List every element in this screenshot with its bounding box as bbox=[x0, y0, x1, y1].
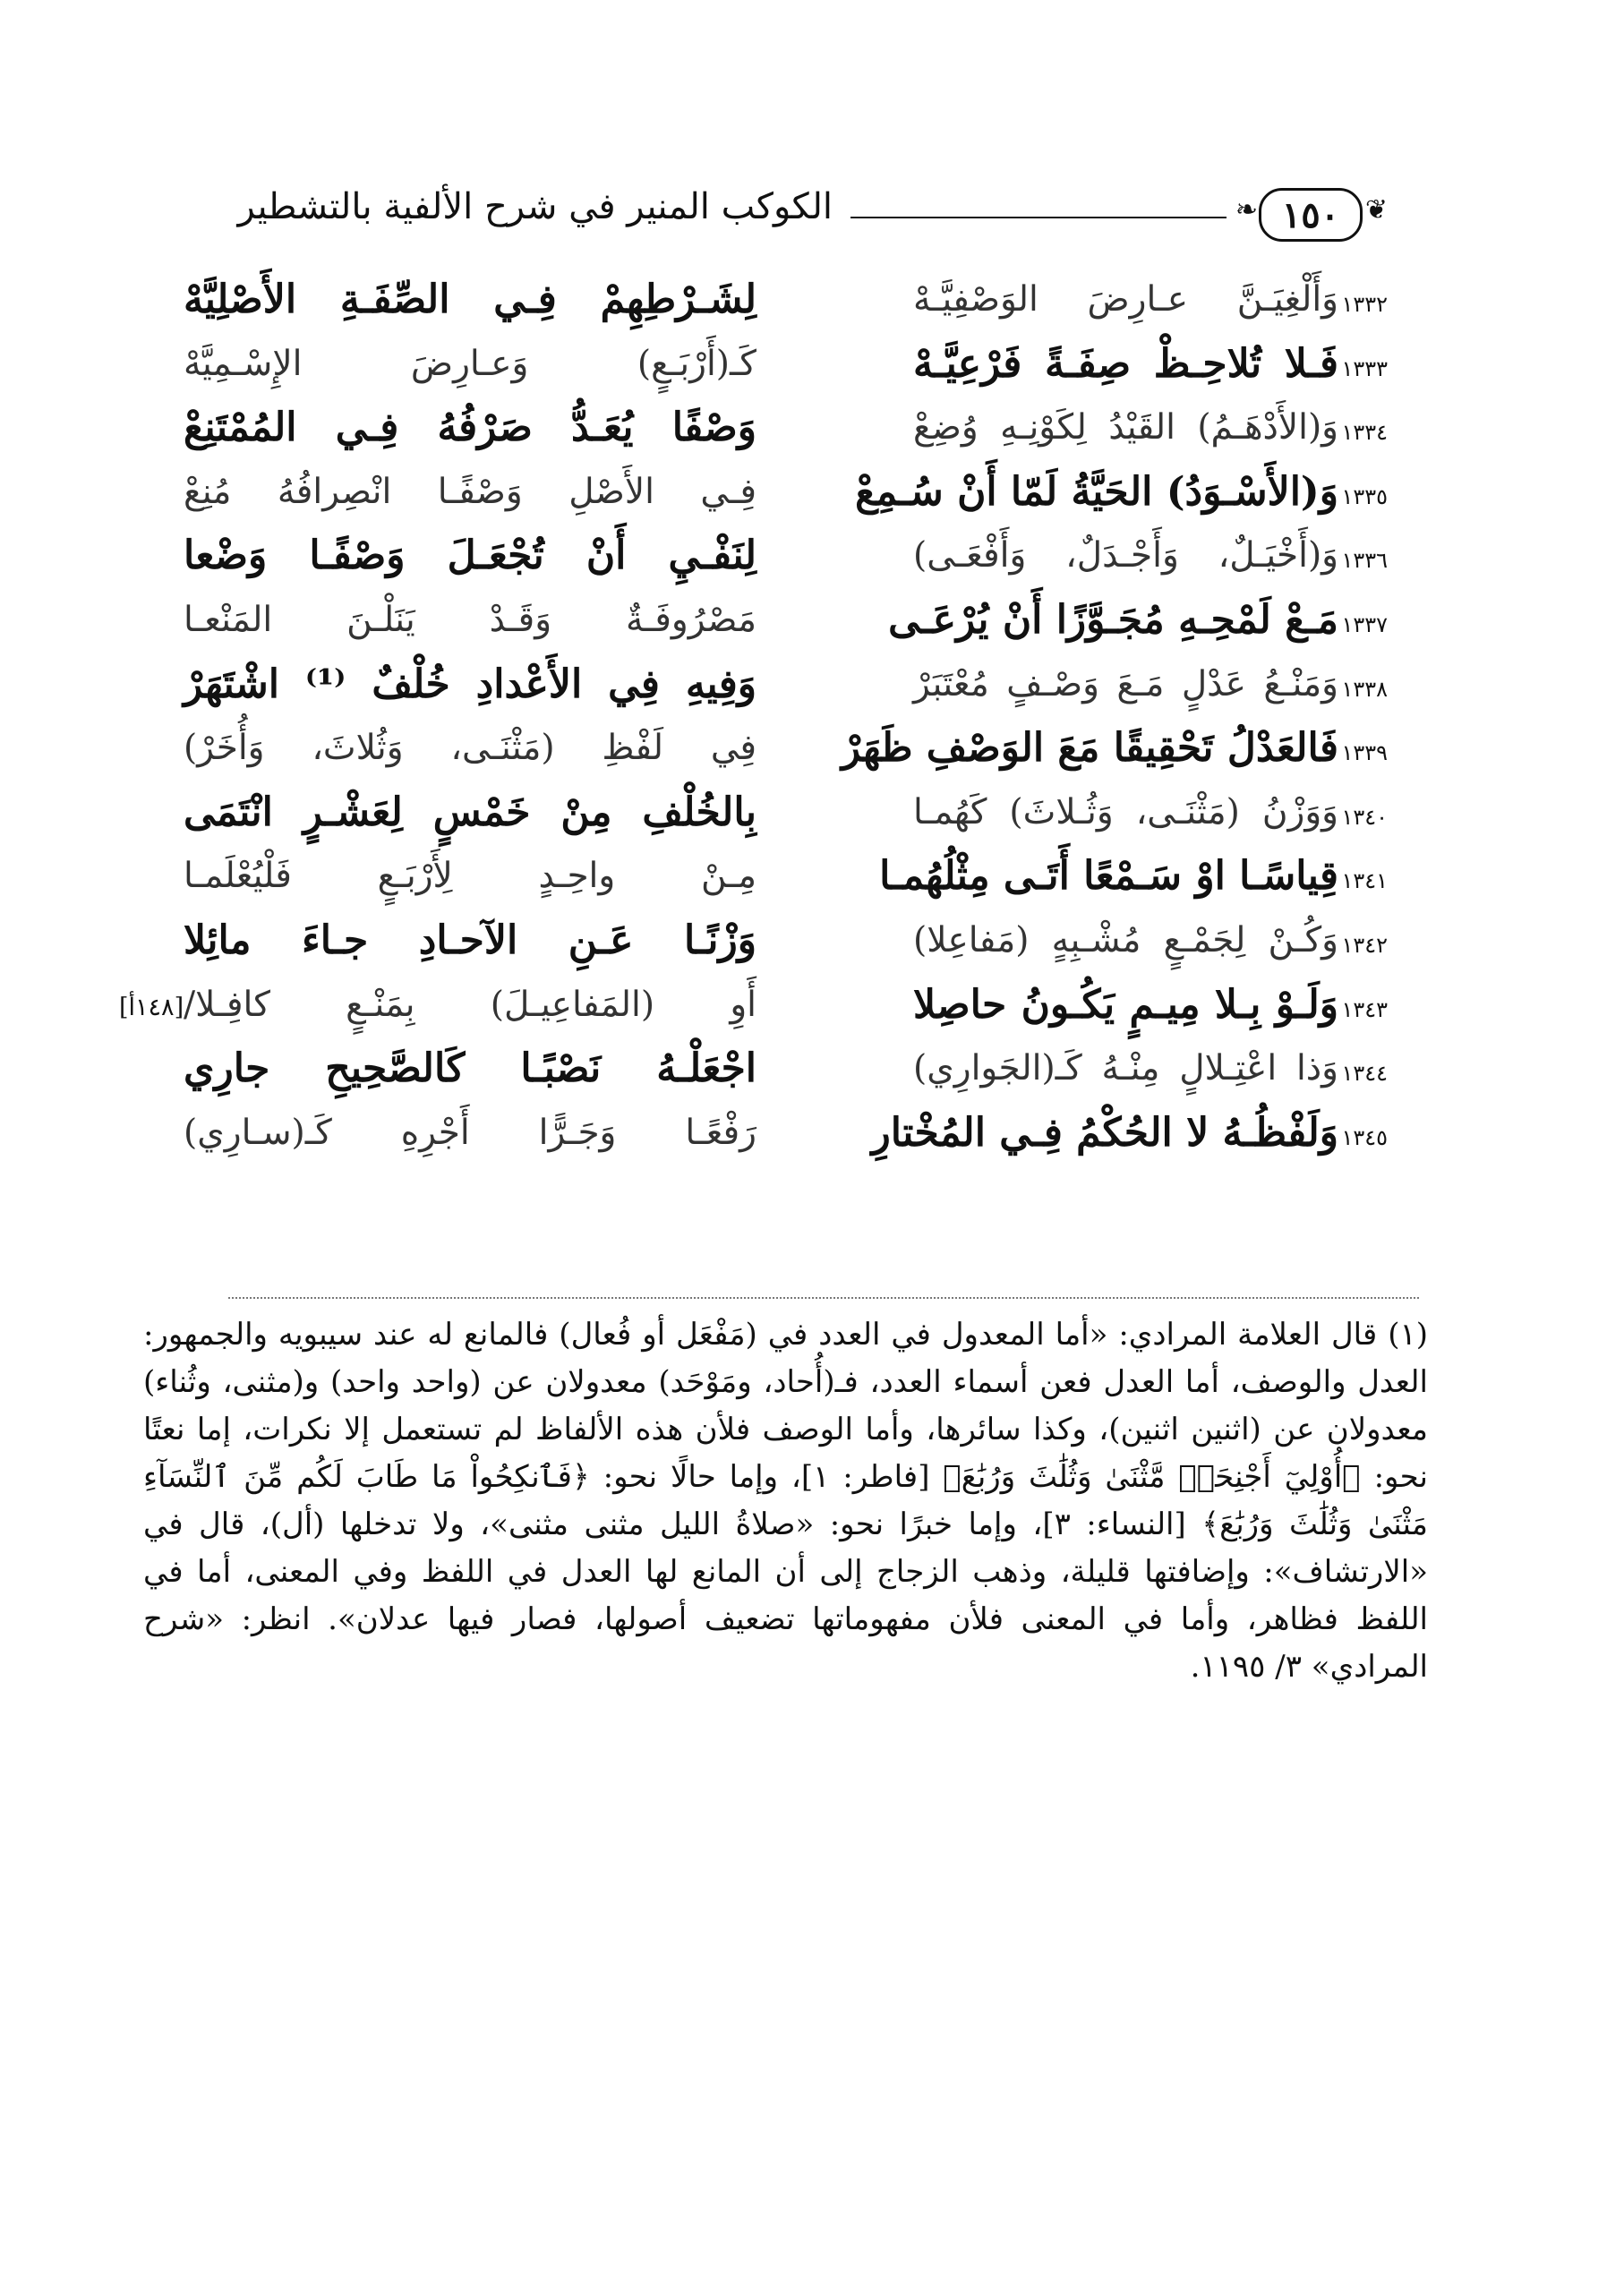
verse-row bbox=[184, 781, 1388, 846]
verse-number: ١٣٤٥ bbox=[1341, 1124, 1388, 1150]
floral-ornament-icon: ❦ bbox=[1364, 194, 1388, 226]
verse-second-hemistich: بِالخُلْفِ مِنْ خَمْسٍ لِعَشْـرٍ انْتَمَى bbox=[184, 789, 756, 835]
verse-row bbox=[184, 461, 1388, 525]
verse-second-hemistich: فِـي الأَصْلِ وَصْفًـا انْصِرافُهُ مُنِعْ bbox=[184, 471, 756, 512]
verse-first-hemistich: وَمَنْـعُ عَدْلٍ مَـعَ وَصْـفٍ مُعْتَبَرْ bbox=[913, 663, 1338, 704]
verse-row bbox=[184, 845, 1388, 909]
verse-second-hemistich: وَفِيهِ فِي الأَعْدادِ خُلْفٌ ⁽¹⁾ اشْتَهَرْ bbox=[184, 661, 756, 707]
verse-second-hemistich: أَوِ (المَفاعِيـلَ) بِمَنْـعٍ كافِـلا/ bbox=[184, 984, 756, 1025]
verse-first-hemistich: وَذا اعْتِـلالٍ مِنْـهُ كَـ(الجَوارِي) bbox=[913, 1048, 1338, 1089]
verse-first-hemistich: فَالعَدْلُ تَحْقِيقًا مَعَ الوَصْفِ ظَهَرْ bbox=[841, 725, 1338, 772]
verse-number: ١٣٣٨ bbox=[1341, 676, 1388, 702]
verse-number: ١٣٣٥ bbox=[1341, 483, 1388, 509]
verse-row bbox=[184, 397, 1388, 461]
verse-row bbox=[184, 269, 1388, 333]
verse-row bbox=[184, 653, 1388, 718]
footnote-divider bbox=[228, 1297, 1419, 1299]
verse-first-hemistich: وَ(الأَسْـوَدُ) الحَيَّةُ لَمّا أَنْ سُـمِعْ bbox=[855, 468, 1338, 515]
verse-second-hemistich: اجْعَلْـهُ نَصْبًـا كَالصَّحِيحِ جارِي bbox=[184, 1046, 756, 1092]
verse-first-hemistich: وَلَفْظُـهُ لا الحُكْمُ فِـي المُخْتارِ bbox=[871, 1109, 1338, 1156]
verse-first-hemistich: قِياسًـا اوْ سَـمْعًا أَتَـى مِثْلُهُمـا bbox=[879, 853, 1338, 900]
verse-row bbox=[184, 909, 1388, 974]
verse-second-hemistich: فِي لَفْظِ (مَثْنَـى، وَثُلاثَ، وَأُخَرْ) bbox=[184, 728, 756, 769]
verse-row bbox=[184, 525, 1388, 589]
verse-second-hemistich: لِنَفْـيِ أَنْ تُجْعَـلَ وَصْفًـا وَضْعا bbox=[184, 533, 756, 579]
header-rule bbox=[850, 217, 1227, 218]
page-number: ١٥٠ bbox=[1259, 188, 1363, 242]
manuscript-page-ref: [١٤٨أ] bbox=[119, 993, 184, 1021]
verse-number: ١٣٤٤ bbox=[1341, 1061, 1388, 1087]
page-number-ornament bbox=[1235, 179, 1388, 251]
verse-first-hemistich: فَـلا تُلاحِـظْ صِفَـةً فَرْعِيَّـهْ bbox=[913, 340, 1338, 387]
floral-ornament-icon: ❧ bbox=[1235, 194, 1258, 226]
verse-first-hemistich: وَ(الأَدْهَـمُ) القَيْدُ لِكَوْنِـهِ وُضِعْ bbox=[913, 407, 1338, 448]
verse-number: ١٣٤٢ bbox=[1341, 932, 1388, 958]
verse-number: ١٣٣٤ bbox=[1341, 420, 1388, 446]
verse-first-hemistich: وَلَـوْ بِـلا مِيـمٍ يَكُـونُ حاصِلا bbox=[913, 981, 1338, 1028]
verse-row bbox=[119, 974, 1388, 1038]
running-title: الكوكب المنير في شرح الألفية بالتشطير bbox=[237, 186, 833, 227]
verse-first-hemistich: وَ(أَخْيَـلٌ، وَأَجْـدَلٌ، وَأَفْعَـى) bbox=[913, 535, 1338, 576]
verse-number: ١٣٣٢ bbox=[1341, 292, 1388, 317]
verse-first-hemistich: وَوَزْنُ (مَثْنَـى، وَثُـلاثَ) كَهُمـا bbox=[913, 791, 1338, 832]
verse-second-hemistich: لِشَـرْطِهِمْ فِـي الصِّفَـةِ الأَصْلِيَّهْ bbox=[184, 277, 756, 322]
verse-row bbox=[184, 1037, 1388, 1102]
verse-second-hemistich: كَـ(أَرْبَـعٍ) وَعـارِضَ الإِسْـمِيَّهْ bbox=[184, 343, 756, 384]
verse-number: ١٣٤٠ bbox=[1341, 804, 1388, 830]
footnote-marker: (١) bbox=[1388, 1317, 1428, 1353]
verse-row bbox=[184, 1102, 1388, 1166]
verse-second-hemistich: وَصْفًا يُعَـدُّ صَرْفُهُ فِـي المُمْتَنِعْ bbox=[184, 405, 756, 451]
verse-number: ١٣٤١ bbox=[1341, 868, 1388, 894]
verse-second-hemistich: وَزْنًـا عَـنِ الآحـادِ جـاءَ مائِلا bbox=[184, 917, 756, 963]
verse-number: ١٣٤٣ bbox=[1341, 996, 1388, 1022]
verse-first-hemistich: وَأَلْغِيَـنَّ عـارِضَ الوَصْفِيَّـهْ bbox=[913, 279, 1338, 320]
verse-second-hemistich: رَفْعًـا وَجَـرًّا أَجْرِهِ كَـ(سـارِي) bbox=[184, 1112, 756, 1153]
verse-number: ١٣٣٧ bbox=[1341, 611, 1388, 637]
verse-number: ١٣٣٩ bbox=[1341, 740, 1388, 766]
verse-number: ١٣٣٦ bbox=[1341, 548, 1388, 574]
verse-row bbox=[184, 589, 1388, 653]
verse-number: ١٣٣٣ bbox=[1341, 355, 1388, 381]
verse-first-hemistich: مَـعْ لَمْحِـهِ مُجَـوَّزًا أَنْ يُرْعَـى bbox=[888, 596, 1338, 643]
verse-second-hemistich: مَصْرُوفَـةٌ وَقَـدْ يَنَلْـنَ المَنْعـا bbox=[184, 599, 756, 640]
verse-row bbox=[184, 717, 1388, 781]
verse-second-hemistich: مِـنْ واحِـدٍ لِأَرْبَـعٍ فَلْيُعْلَمـا bbox=[184, 856, 756, 897]
verse-row bbox=[184, 333, 1388, 397]
footnote bbox=[143, 1311, 1428, 1691]
verse-list bbox=[119, 269, 1388, 1165]
verse-first-hemistich: وَكُـنْ لِجَمْـعٍ مُشْـبِهٍ (مَفاعِلا) bbox=[913, 919, 1338, 960]
footnote-text: قال العلامة المرادي: «أما المعدول في العدد في (مَفْعَل أو فُعال) فالمانع له عند سيبويه والجمهور: العدل والوصف، أما العدل فعن أسماء العدد، فـ(أُحاد، ومَوْحَد) معدولان عن (واحد واحد) و(مثنى، وثُناء) معدولان عن (اثنين اثنين)، وكذا سائرها، وأما الوصف فلأن هذه الألفاظ لم تستعمل إلا نكرات، إما نعتًا نحو: ﴿أُوْلِيٓ أَجْنِحَةٖ مَّثْنَىٰ وَثُلَٰثَ وَرُبَٰعَ﴾ [فاطر: ١]، وإما حالًا نحو: ﴿فَٱنكِحُواْ مَا طَابَ لَكُم مِّنَ ٱلنِّسَآءِ مَثْنَىٰ وَثُلَٰثَ وَرُبَٰعَ﴾ [النساء: ٣]، وإما خبرًا نحو: «صلاةُ الليل مثنى مثنى»، ولا تدخلها (أل)، قال في «الارتشاف»: وإضافتها قليلة، وذهب الزجاج إلى أن المانع لها العدل في اللفظ وفي المعنى، أما في اللفظ فظاهر، وأما في المعنى فلأن مفهوماتها تضعيف أصولها، فصار فيها عدلان». انظر: «شرح المرادي» ٣/ ١١٩٥. bbox=[143, 1317, 1428, 1685]
page-header bbox=[184, 179, 1388, 251]
